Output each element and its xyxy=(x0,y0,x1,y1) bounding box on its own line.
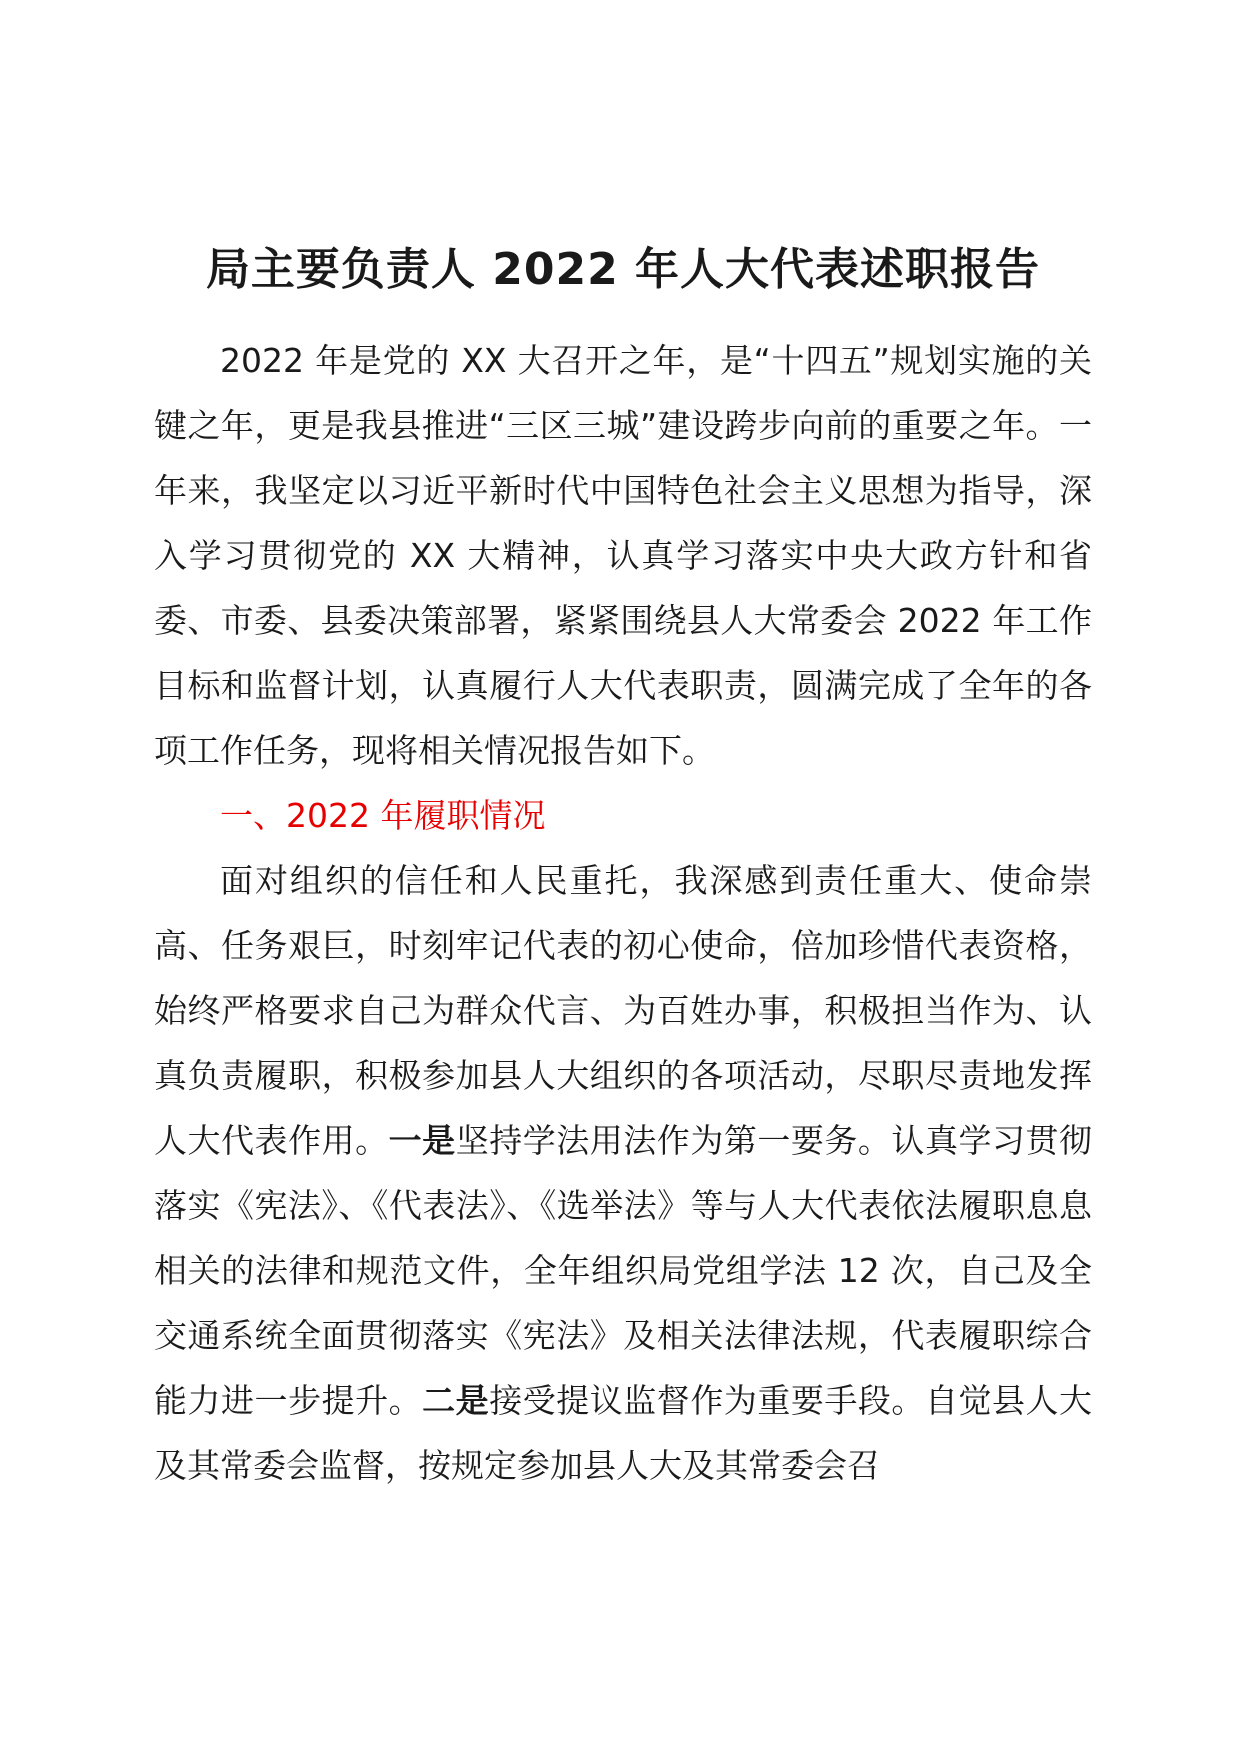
section-paragraph xyxy=(154,848,1092,1498)
bold-lead-one: 一是 xyxy=(388,1121,456,1160)
section-heading: 一、2022 年履职情况 xyxy=(220,796,546,835)
document-title: 局主要负责人 2022 年人大代表述职报告 xyxy=(205,244,1041,295)
paragraph-text: 坚持学法用法作为第一要务。认真学习贯彻落实《宪法》、《代表法》、《选举法》等与人大代表依法履职息息相关的法律和规范文件，全年组织局党组学法 12 次，自己及全交通系统全面贯彻落实《宪法》及相关法律法规，代表履职综合能力进一步提升。 xyxy=(154,1121,1093,1420)
paragraph-text: 接受提议监督作为重要手段。自觉县人大及其常委会监督，按规定参加县人大及其常委会召 xyxy=(154,1381,1093,1485)
intro-paragraph: 2022 年是党的 XX 大召开之年，是“十四五”规划实施的关键之年，更是我县推进“三区三城”建设跨步向前的重要之年。一年来，我坚定以习近平新时代中国特色社会主义思想为指导，深入学习贯彻党的 XX 大精神，认真学习落实中央大政方针和省委、市委、县委决策部署，紧紧围绕县人大常委会 2022 年工作目标和监督计划，认真履行人大代表职责，圆满完成了全年的各项工作任务，现将相关情况报告如下。 xyxy=(154,341,1092,770)
document-body xyxy=(154,328,1092,1498)
bold-lead-two: 二是 xyxy=(422,1381,490,1420)
paragraph-text: 面对组织的信任和人民重托，我深感到责任重大、使命崇高、任务艰巨，时刻牢记代表的初心使命，倍加珍惜代表资格，始终严格要求自己为群众代言、为百姓办事，积极担当作为、认真负责履职，积极参加县人大组织的各项活动，尽职尽责地发挥人大代表作用。 xyxy=(154,861,1092,1160)
